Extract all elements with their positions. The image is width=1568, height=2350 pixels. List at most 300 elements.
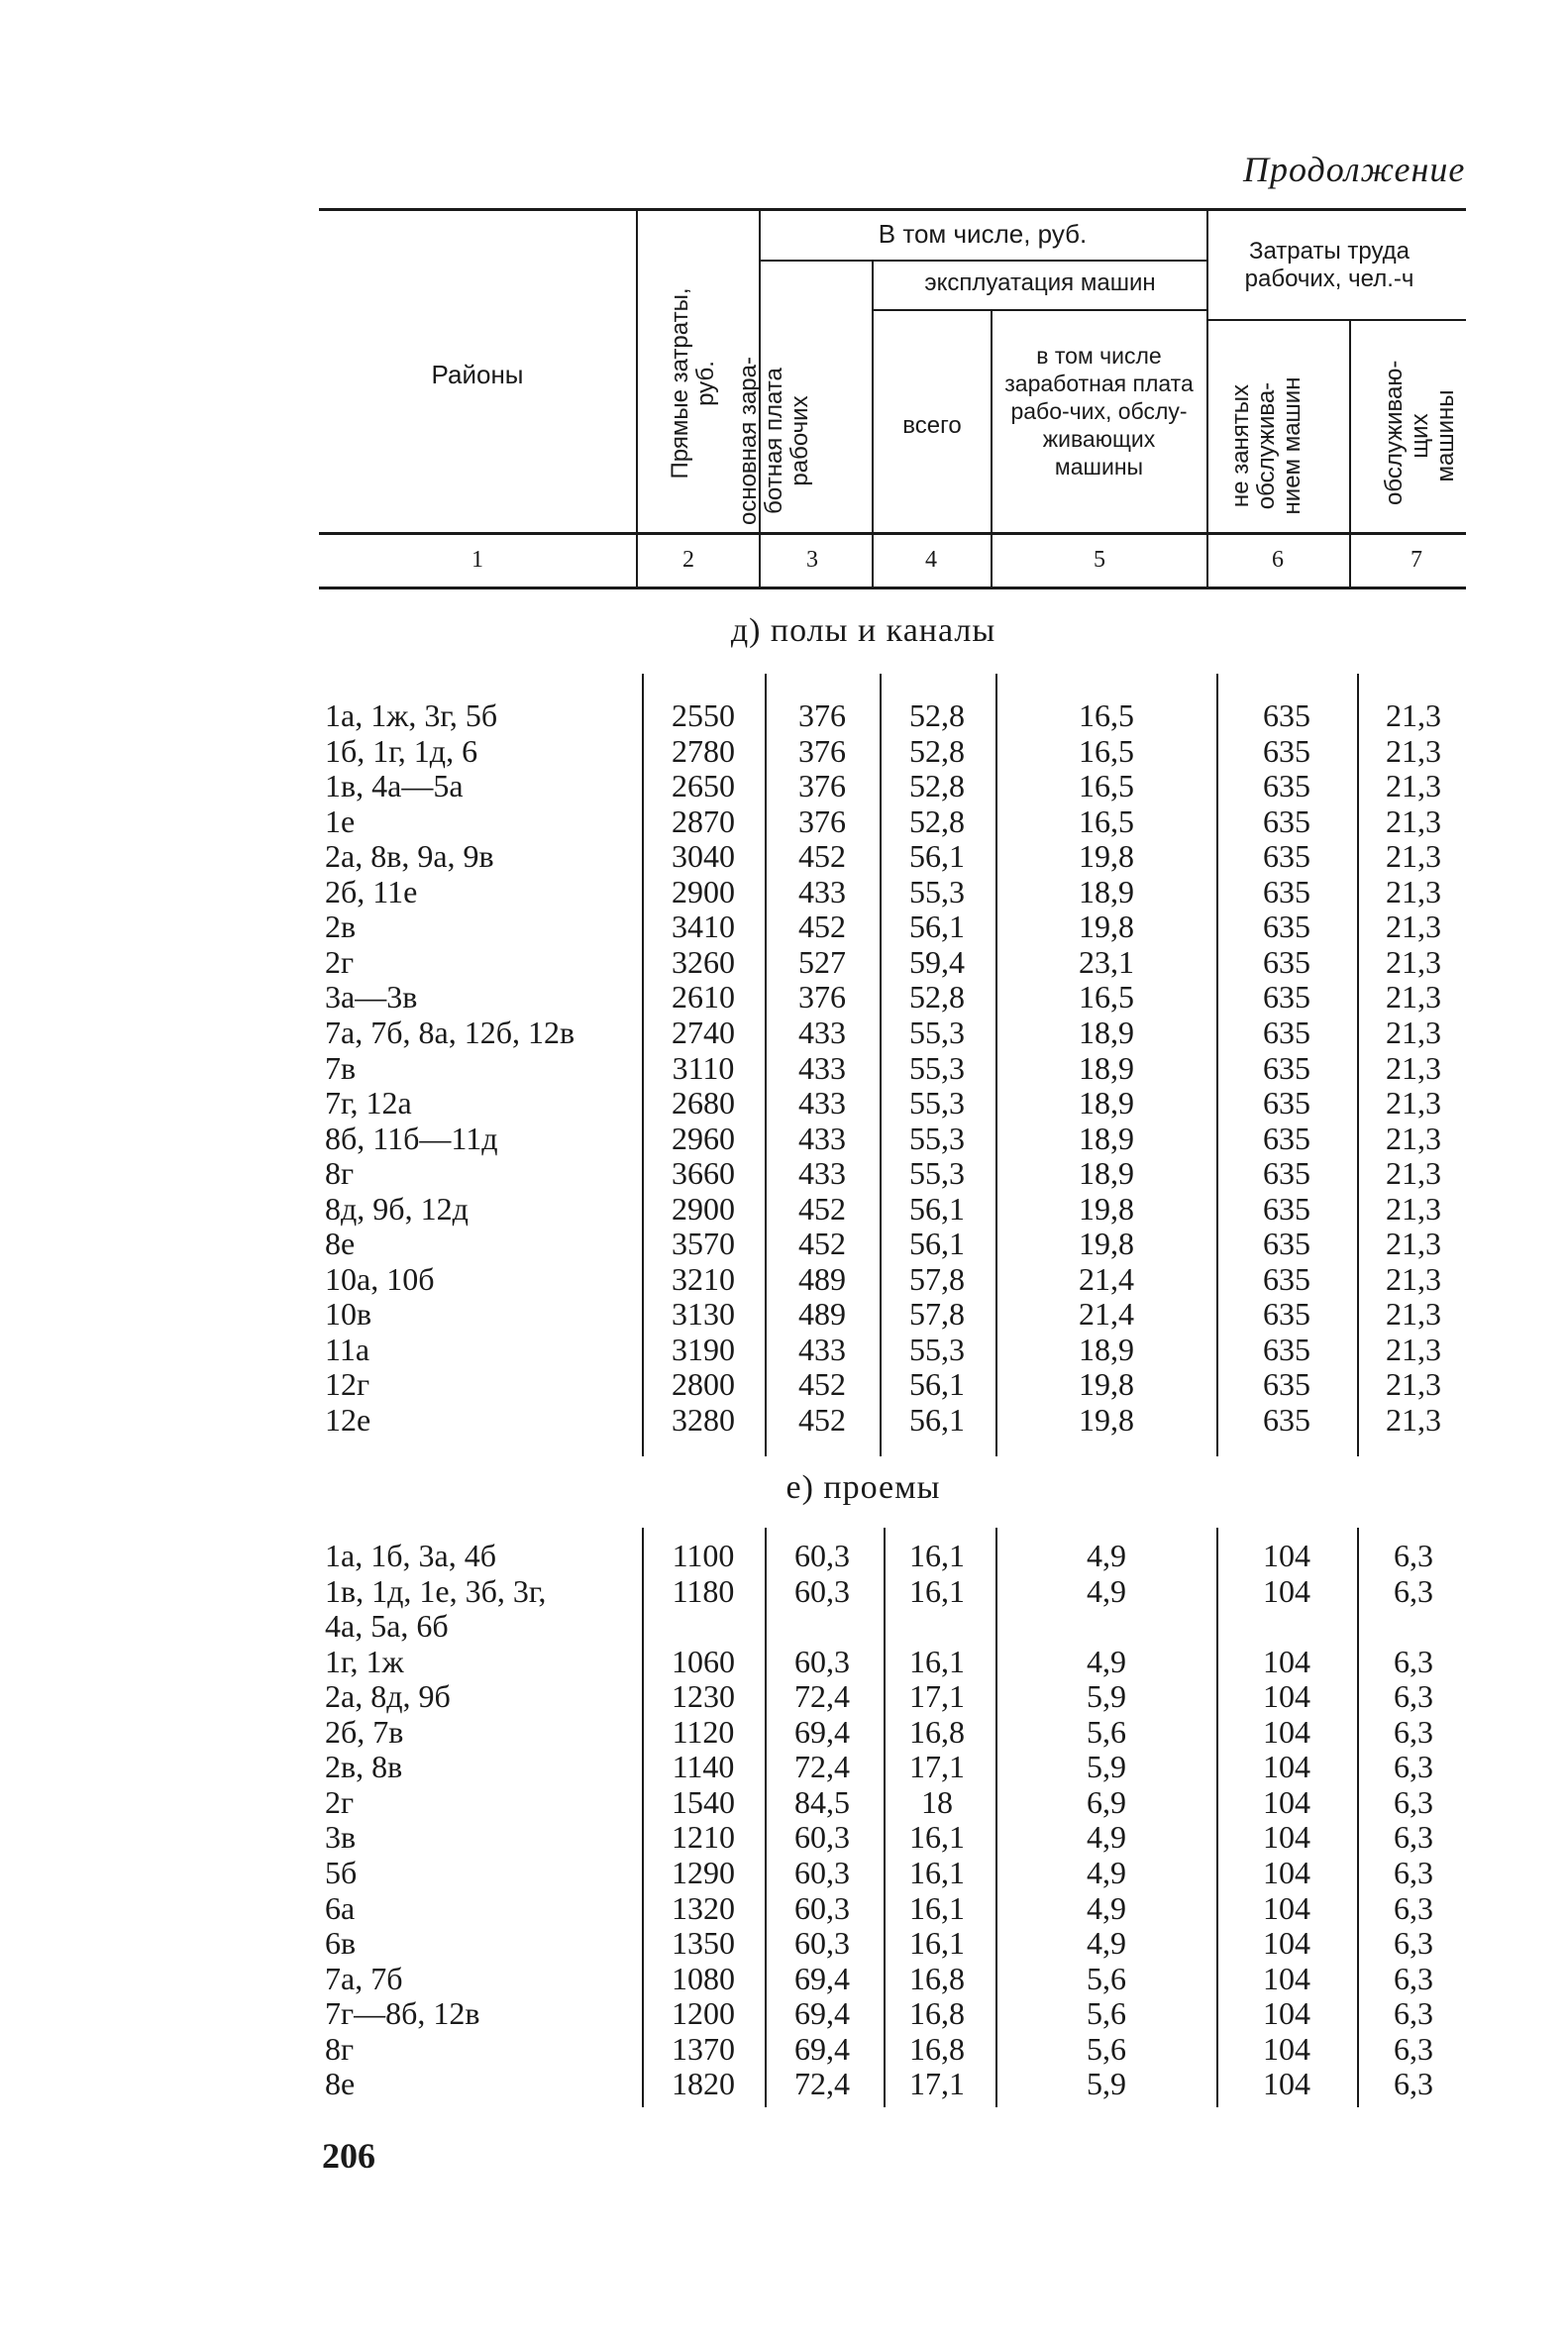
cell-region: 2б, 7в [325, 1713, 404, 1750]
cell-labor-not-machine: 635 [1263, 1120, 1310, 1156]
cell-region: 8г [325, 1155, 355, 1192]
cell-machine-wages: 4,9 [1087, 1889, 1126, 1926]
page-number: 206 [322, 2136, 375, 2176]
cell-labor-machine: 21,3 [1386, 1085, 1441, 1122]
table-row [0, 1226, 1568, 1260]
col-header-regions: Районы [431, 360, 524, 389]
cell-wages: 452 [798, 908, 846, 945]
cell-direct-costs: 3570 [672, 1226, 735, 1262]
col-header-wages [736, 337, 825, 545]
cell-labor-machine: 21,3 [1386, 697, 1441, 733]
cell-labor-not-machine: 635 [1263, 1260, 1310, 1297]
cell-direct-costs: 2960 [672, 1120, 735, 1156]
cell-labor-machine: 6,3 [1394, 1925, 1433, 1962]
cell-machine-wages: 19,8 [1079, 838, 1134, 875]
cell-labor-machine: 6,3 [1394, 1678, 1433, 1715]
cell-labor-machine: 6,3 [1394, 1643, 1433, 1679]
table-row [0, 1573, 1568, 1608]
cell-labor-not-machine: 635 [1263, 802, 1310, 839]
col-header-machine-service-text: обслуживаю-щих машины [1381, 360, 1459, 505]
cell-machines-total: 16,8 [909, 1713, 965, 1750]
table-row [0, 1995, 1568, 2030]
cell-labor-machine: 21,3 [1386, 838, 1441, 875]
cell-direct-costs: 1200 [672, 1995, 735, 2032]
cell-labor-not-machine: 635 [1263, 732, 1310, 769]
cell-machines-total: 16,8 [909, 2030, 965, 2067]
col-header-wages-text: основная зара-ботная плата рабочих [735, 357, 813, 526]
cell-labor-machine: 21,3 [1386, 1366, 1441, 1403]
cell-labor-machine: 21,3 [1386, 1331, 1441, 1367]
number-row-rule [319, 587, 1466, 589]
cell-labor-not-machine: 635 [1263, 1296, 1310, 1333]
cell-wages: 60,3 [794, 1854, 850, 1890]
section-title-floors: д) полы и каналы [730, 612, 996, 649]
cell-machine-wages: 16,5 [1079, 802, 1134, 839]
cell-labor-machine: 21,3 [1386, 1190, 1441, 1227]
cell-wages: 60,3 [794, 1538, 850, 1573]
cell-direct-costs: 1540 [672, 1783, 735, 1820]
cell-machine-wages: 5,6 [1087, 2030, 1126, 2067]
cell-direct-costs: 3040 [672, 838, 735, 875]
table-row [0, 1261, 1568, 1296]
cell-labor-not-machine: 104 [1263, 1783, 1310, 1820]
cell-labor-machine: 21,3 [1386, 1260, 1441, 1297]
cell-direct-costs: 2610 [672, 979, 735, 1015]
cell-machines-total: 17,1 [909, 2066, 965, 2102]
cell-direct-costs: 1820 [672, 2066, 735, 2102]
table-row [0, 944, 1568, 979]
cell-machines-total: 56,1 [909, 838, 965, 875]
cell-machines-total: 16,1 [909, 1819, 965, 1856]
cell-machines-total: 55,3 [909, 1120, 965, 1156]
cell-direct-costs: 1230 [672, 1678, 735, 1715]
cell-direct-costs: 3410 [672, 908, 735, 945]
cell-wages: 433 [798, 1331, 846, 1367]
cell-region: 8г [325, 2030, 355, 2067]
cell-wages: 69,4 [794, 2030, 850, 2067]
cell-labor-machine: 21,3 [1386, 979, 1441, 1015]
cell-region: 1в, 1д, 1е, 3б, 3г, [325, 1572, 547, 1609]
cell-machine-wages: 16,5 [1079, 979, 1134, 1015]
cell-machines-total: 52,8 [909, 979, 965, 1015]
cell-wages: 433 [798, 1049, 846, 1086]
cell-labor-not-machine: 635 [1263, 873, 1310, 909]
cell-wages: 60,3 [794, 1889, 850, 1926]
col-header-direct-costs [668, 250, 727, 517]
table-row [0, 1819, 1568, 1854]
cell-labor-not-machine: 635 [1263, 1366, 1310, 1403]
cell-labor-machine: 6,3 [1394, 1960, 1433, 1996]
cell-direct-costs: 1100 [672, 1538, 735, 1573]
cell-wages: 60,3 [794, 1819, 850, 1856]
colnum-3: 3 [806, 547, 818, 573]
cell-labor-machine: 21,3 [1386, 1226, 1441, 1262]
cell-labor-not-machine: 635 [1263, 1402, 1310, 1438]
cell-direct-costs: 3210 [672, 1260, 735, 1297]
cell-region: 11а [325, 1331, 370, 1367]
section-title-openings: е) проемы [785, 1469, 941, 1506]
cell-region: 7в [325, 1049, 357, 1086]
cell-wages: 489 [798, 1296, 846, 1333]
table-row [0, 1784, 1568, 1819]
cell-labor-not-machine: 635 [1263, 838, 1310, 875]
cell-machines-total: 16,8 [909, 1960, 965, 1996]
cell-wages: 60,3 [794, 1643, 850, 1679]
header-vline-4 [991, 311, 993, 588]
cell-region: 2в [325, 908, 357, 945]
cell-labor-machine: 21,3 [1386, 768, 1441, 804]
cell-wages: 433 [798, 873, 846, 909]
cell-machine-wages: 4,9 [1087, 1538, 1126, 1573]
table-row [0, 1085, 1568, 1120]
cell-machines-total: 59,4 [909, 943, 965, 980]
cell-machines-total: 16,1 [909, 1538, 965, 1573]
cell-machine-wages: 4,9 [1087, 1572, 1126, 1609]
cell-machine-wages: 18,9 [1079, 1014, 1134, 1050]
cell-direct-costs: 1060 [672, 1643, 735, 1679]
cell-direct-costs: 2740 [672, 1014, 735, 1050]
cell-labor-machine: 6,3 [1394, 1538, 1433, 1573]
header-vline-5 [1206, 211, 1208, 588]
cell-wages: 489 [798, 1260, 846, 1297]
cell-wages: 376 [798, 979, 846, 1015]
col-header-machine-wages: в том числе заработная плата рабо-чих, обслу-живающих машины [1004, 343, 1194, 480]
cell-region: 8б, 11б—11д [325, 1120, 498, 1156]
cell-region: 7г—8б, 12в [325, 1995, 480, 2032]
cell-labor-not-machine: 104 [1263, 1960, 1310, 1996]
cell-labor-not-machine: 635 [1263, 979, 1310, 1015]
cell-direct-costs: 2680 [672, 1085, 735, 1122]
table-row [0, 1155, 1568, 1190]
colnum-6: 6 [1272, 547, 1284, 573]
cell-machines-total: 52,8 [909, 768, 965, 804]
table-row [0, 1961, 1568, 1995]
cell-machine-wages: 19,8 [1079, 1226, 1134, 1262]
cell-direct-costs: 1320 [672, 1889, 735, 1926]
cell-labor-machine: 21,3 [1386, 1296, 1441, 1333]
cell-machines-total: 52,8 [909, 732, 965, 769]
cell-wages: 452 [798, 1226, 846, 1262]
colnum-5: 5 [1094, 547, 1105, 573]
cell-direct-costs: 1370 [672, 2030, 735, 2067]
cell-machines-total: 16,1 [909, 1854, 965, 1890]
cell-wages: 376 [798, 697, 846, 733]
cell-wages: 452 [798, 1190, 846, 1227]
header-top-rule [319, 208, 1466, 211]
cell-wages: 60,3 [794, 1925, 850, 1962]
cell-machines-total: 55,3 [909, 1155, 965, 1192]
cell-machines-total: 57,8 [909, 1296, 965, 1333]
cell-wages: 84,5 [794, 1783, 850, 1820]
table-row [0, 1050, 1568, 1085]
table-row [0, 803, 1568, 838]
cell-region: 2б, 11е [325, 873, 418, 909]
cell-machine-wages: 18,9 [1079, 1331, 1134, 1367]
cell-wages: 433 [798, 1014, 846, 1050]
cell-labor-not-machine: 635 [1263, 908, 1310, 945]
cell-machines-total: 56,1 [909, 1190, 965, 1227]
table-row [0, 908, 1568, 943]
continuation-label: Продолжение [1243, 150, 1466, 189]
cell-labor-not-machine: 635 [1263, 1331, 1310, 1367]
table-row [0, 1925, 1568, 1960]
cell-machine-wages: 18,9 [1079, 873, 1134, 909]
cell-region: 2в, 8в [325, 1749, 403, 1785]
cell-labor-not-machine: 104 [1263, 1572, 1310, 1609]
cell-region: 6в [325, 1925, 357, 1962]
group-header-machines: эксплуатация машин [924, 269, 1156, 296]
cell-machine-wages: 18,9 [1079, 1085, 1134, 1122]
cell-machine-wages: 21,4 [1079, 1296, 1134, 1333]
cell-region: 1а, 1ж, 3г, 5б [325, 697, 498, 733]
cell-machine-wages: 18,9 [1079, 1120, 1134, 1156]
cell-labor-not-machine: 104 [1263, 1889, 1310, 1926]
cell-labor-not-machine: 104 [1263, 1925, 1310, 1962]
cell-machine-wages: 23,1 [1079, 943, 1134, 980]
cell-machine-wages: 18,9 [1079, 1155, 1134, 1192]
cell-machine-wages: 21,4 [1079, 1260, 1134, 1297]
cell-direct-costs: 1180 [672, 1572, 735, 1609]
cell-wages: 433 [798, 1085, 846, 1122]
header-vline-6 [1349, 321, 1351, 588]
cell-machines-total: 52,8 [909, 802, 965, 839]
cell-machines-total: 16,8 [909, 1995, 965, 2032]
cell-machines-total: 55,3 [909, 873, 965, 909]
cell-machine-wages: 4,9 [1087, 1925, 1126, 1962]
cell-labor-machine: 6,3 [1394, 1854, 1433, 1890]
cell-machines-total: 56,1 [909, 1366, 965, 1403]
cell-region: 5б [325, 1854, 358, 1890]
table-row [0, 1714, 1568, 1749]
colnum-2: 2 [682, 547, 694, 573]
cell-labor-not-machine: 104 [1263, 2066, 1310, 2102]
table-row [0, 1332, 1568, 1366]
cell-labor-machine: 21,3 [1386, 732, 1441, 769]
header-rule-labor [1208, 319, 1466, 321]
cell-wages: 69,4 [794, 1960, 850, 1996]
cell-machine-wages: 6,9 [1087, 1783, 1126, 1820]
cell-machines-total: 55,3 [909, 1014, 965, 1050]
table-row [0, 1608, 1568, 1643]
colnum-4: 4 [925, 547, 937, 573]
cell-machine-wages: 5,9 [1087, 2066, 1126, 2102]
table-row [0, 1015, 1568, 1049]
cell-direct-costs: 2780 [672, 732, 735, 769]
cell-direct-costs: 2550 [672, 697, 735, 733]
cell-wages: 69,4 [794, 1995, 850, 2032]
cell-machine-wages: 19,8 [1079, 908, 1134, 945]
header-vline-1 [636, 211, 638, 588]
cell-wages: 72,4 [794, 1678, 850, 1715]
table-row [0, 1855, 1568, 1889]
cell-machines-total: 52,8 [909, 697, 965, 733]
cell-direct-costs: 2650 [672, 768, 735, 804]
cell-machine-wages: 5,9 [1087, 1749, 1126, 1785]
header-rule-machines-sub [872, 309, 1206, 311]
cell-machines-total: 57,8 [909, 1260, 965, 1297]
cell-labor-machine: 21,3 [1386, 1049, 1441, 1086]
table-row [0, 2031, 1568, 2066]
cell-region: 8е [325, 2066, 356, 2102]
cell-labor-not-machine: 635 [1263, 697, 1310, 733]
cell-machine-wages: 16,5 [1079, 697, 1134, 733]
cell-region: 1г, 1ж [325, 1643, 404, 1679]
cell-direct-costs: 1120 [672, 1713, 735, 1750]
cell-labor-not-machine: 104 [1263, 1713, 1310, 1750]
cell-labor-machine: 6,3 [1394, 1889, 1433, 1926]
cell-wages: 69,4 [794, 1713, 850, 1750]
cell-wages: 452 [798, 838, 846, 875]
cell-machines-total: 16,1 [909, 1572, 965, 1609]
cell-direct-costs: 2900 [672, 873, 735, 909]
cell-wages: 433 [798, 1155, 846, 1192]
cell-machines-total: 56,1 [909, 908, 965, 945]
cell-machines-total: 16,1 [909, 1889, 965, 1926]
cell-direct-costs: 2870 [672, 802, 735, 839]
cell-region: 2а, 8д, 9б [325, 1678, 451, 1715]
cell-region: 4а, 5а, 6б [325, 1608, 449, 1645]
cell-direct-costs: 3280 [672, 1402, 735, 1438]
cell-direct-costs: 2800 [672, 1366, 735, 1403]
table-row [0, 768, 1568, 802]
cell-wages: 72,4 [794, 2066, 850, 2102]
cell-labor-machine: 21,3 [1386, 1014, 1441, 1050]
cell-labor-not-machine: 104 [1263, 2030, 1310, 2067]
colnum-7: 7 [1411, 547, 1422, 573]
table-row [0, 697, 1568, 732]
col-header-not-machine-text: не занятых обслужива-нием машин [1227, 376, 1306, 515]
cell-labor-not-machine: 635 [1263, 1190, 1310, 1227]
cell-region: 10в [325, 1296, 372, 1333]
cell-labor-not-machine: 104 [1263, 1538, 1310, 1573]
table-row [0, 1538, 1568, 1572]
cell-region: 7а, 7б [325, 1960, 403, 1996]
table-row [0, 1402, 1568, 1437]
cell-machine-wages: 16,5 [1079, 768, 1134, 804]
header-rule-machines [761, 260, 1206, 262]
cell-region: 8д, 9б, 12д [325, 1190, 469, 1227]
cell-machine-wages: 16,5 [1079, 732, 1134, 769]
cell-direct-costs: 2900 [672, 1190, 735, 1227]
cell-labor-not-machine: 104 [1263, 1643, 1310, 1679]
cell-machine-wages: 18,9 [1079, 1049, 1134, 1086]
cell-region: 12г [325, 1366, 370, 1403]
cell-machine-wages: 4,9 [1087, 1854, 1126, 1890]
cell-labor-not-machine: 635 [1263, 943, 1310, 980]
cell-labor-machine: 6,3 [1394, 1783, 1433, 1820]
cell-machine-wages: 5,9 [1087, 1678, 1126, 1715]
cell-region: 7а, 7б, 8а, 12б, 12в [325, 1014, 575, 1050]
table-row [0, 1749, 1568, 1783]
table-row [0, 1366, 1568, 1401]
col-header-machine-service [1381, 347, 1459, 525]
cell-labor-machine: 21,3 [1386, 1402, 1441, 1438]
cell-direct-costs: 1140 [672, 1749, 735, 1785]
cell-labor-machine: 6,3 [1394, 1819, 1433, 1856]
cell-machines-total: 17,1 [909, 1678, 965, 1715]
cell-labor-machine: 21,3 [1386, 802, 1441, 839]
table-row [0, 838, 1568, 873]
group-header-including: В том числе, руб. [878, 219, 1088, 249]
table-row [0, 733, 1568, 768]
cell-labor-machine: 6,3 [1394, 2066, 1433, 2102]
cell-labor-machine: 6,3 [1394, 1749, 1433, 1785]
cell-labor-not-machine: 635 [1263, 1014, 1310, 1050]
cell-direct-costs: 1210 [672, 1819, 735, 1856]
cell-machines-total: 55,3 [909, 1049, 965, 1086]
cell-region: 7г, 12а [325, 1085, 412, 1122]
cell-machines-total: 55,3 [909, 1331, 965, 1367]
cell-wages: 60,3 [794, 1572, 850, 1609]
cell-direct-costs: 1290 [672, 1854, 735, 1890]
cell-wages: 376 [798, 802, 846, 839]
cell-machines-total: 55,3 [909, 1085, 965, 1122]
table-row [0, 2066, 1568, 2100]
cell-labor-not-machine: 635 [1263, 768, 1310, 804]
cell-machines-total: 18 [921, 1783, 953, 1820]
cell-labor-machine: 21,3 [1386, 1120, 1441, 1156]
cell-wages: 452 [798, 1366, 846, 1403]
col-header-not-machine [1228, 357, 1327, 535]
cell-machine-wages: 5,6 [1087, 1713, 1126, 1750]
cell-region: 1а, 1б, 3а, 4б [325, 1538, 496, 1573]
table-row [0, 1191, 1568, 1226]
cell-machines-total: 56,1 [909, 1402, 965, 1438]
cell-labor-not-machine: 104 [1263, 1678, 1310, 1715]
cell-wages: 433 [798, 1120, 846, 1156]
cell-wages: 72,4 [794, 1749, 850, 1785]
cell-labor-not-machine: 104 [1263, 1854, 1310, 1890]
cell-labor-machine: 21,3 [1386, 943, 1441, 980]
cell-wages: 452 [798, 1402, 846, 1438]
cell-labor-not-machine: 104 [1263, 1995, 1310, 2032]
cell-labor-not-machine: 104 [1263, 1819, 1310, 1856]
cell-region: 1б, 1г, 1д, 6 [325, 732, 478, 769]
cell-region: 3в [325, 1819, 357, 1856]
col-header-total: всего [902, 412, 962, 439]
cell-region: 3а—3в [325, 979, 418, 1015]
cell-labor-not-machine: 635 [1263, 1155, 1310, 1192]
cell-labor-not-machine: 635 [1263, 1049, 1310, 1086]
cell-machines-total: 56,1 [909, 1226, 965, 1262]
cell-machine-wages: 5,6 [1087, 1960, 1126, 1996]
cell-region: 2а, 8в, 9а, 9в [325, 838, 494, 875]
cell-region: 1е [325, 802, 356, 839]
cell-region: 6а [325, 1889, 356, 1926]
cell-wages: 527 [798, 943, 846, 980]
table-row [0, 979, 1568, 1014]
cell-region: 12е [325, 1402, 371, 1438]
cell-region: 1в, 4а—5а [325, 768, 464, 804]
cell-labor-not-machine: 104 [1263, 1749, 1310, 1785]
cell-wages: 376 [798, 732, 846, 769]
table-row [0, 1678, 1568, 1713]
cell-machine-wages: 19,8 [1079, 1366, 1134, 1403]
cell-labor-machine: 6,3 [1394, 1572, 1433, 1609]
cell-direct-costs: 3190 [672, 1331, 735, 1367]
cell-direct-costs: 3130 [672, 1296, 735, 1333]
cell-labor-machine: 6,3 [1394, 1713, 1433, 1750]
cell-machine-wages: 4,9 [1087, 1819, 1126, 1856]
table-row [0, 1296, 1568, 1331]
cell-machine-wages: 19,8 [1079, 1402, 1134, 1438]
cell-machine-wages: 4,9 [1087, 1643, 1126, 1679]
cell-machines-total: 16,1 [909, 1925, 965, 1962]
table-row [0, 1890, 1568, 1925]
col-header-direct-costs-text: Прямые затраты, руб. [667, 287, 719, 480]
group-header-labor: Затраты труда рабочих, чел.-ч [1244, 238, 1414, 292]
cell-region: 2г [325, 1783, 355, 1820]
